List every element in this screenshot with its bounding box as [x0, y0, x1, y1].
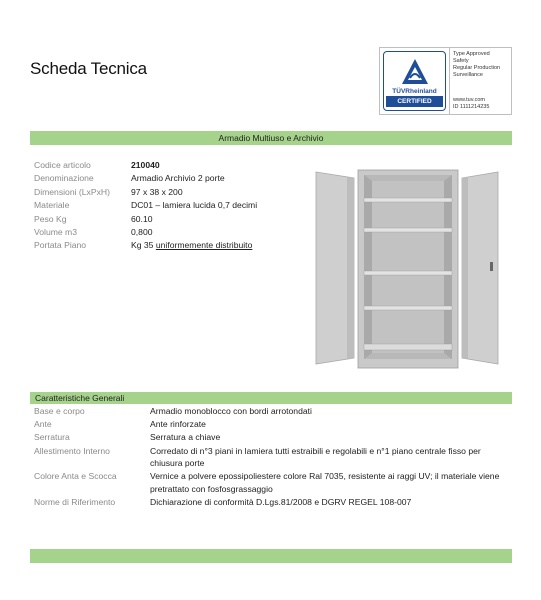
general-label: Norme di Riferimento — [34, 497, 116, 508]
cabinet-illustration — [314, 168, 500, 370]
spec-value: 210040 — [131, 160, 160, 170]
tuv-line: Safety — [453, 58, 469, 64]
tuv-badge — [383, 51, 446, 111]
general-label: Ante — [34, 419, 52, 430]
tuv-certified-label: CERTIFIED — [386, 96, 443, 107]
spec-label: Codice articolo — [34, 160, 91, 170]
general-row — [34, 445, 510, 470]
general-label: Colore Anta e Scocca — [34, 471, 117, 482]
footer-bar — [30, 549, 512, 563]
general-section-bar — [30, 392, 512, 404]
spec-label: Volume m3 — [34, 226, 77, 237]
general-value: Vernice a polvere epossipoliestere colore Ral 7035, resistente ai raggi UV; il materiale viene pretrattato con fosfosgrassaggio — [150, 471, 500, 494]
product-section-heading: Armadio Multiuso e Archivio — [218, 133, 324, 143]
spec-row — [34, 213, 304, 226]
tuv-line: Surveillance — [453, 72, 483, 78]
spec-label: Dimensioni (LxPxH) — [34, 186, 110, 197]
product-spec-table — [34, 159, 304, 253]
general-row — [34, 418, 510, 431]
tuv-divider — [449, 48, 450, 114]
spec-row — [34, 172, 304, 185]
tuv-id: ID 1111214235 — [453, 104, 490, 110]
spec-label: Peso Kg — [34, 213, 67, 224]
spec-value: 97 x 38 x 200 — [131, 186, 183, 197]
spec-row — [34, 159, 304, 172]
tuv-line: Type Approved — [453, 51, 490, 57]
spec-row — [34, 239, 304, 252]
general-value: Dichiarazione di conformità D.Lgs.81/2008 e DGRV REGEL 108-007 — [150, 497, 412, 508]
spec-value-prefix: Kg 35 — [131, 240, 156, 251]
spec-value: 60.10 — [131, 213, 153, 224]
general-value: Armadio monoblocco con bordi arrotondati — [150, 406, 312, 416]
general-label: Base e corpo — [34, 406, 85, 416]
general-row — [34, 496, 510, 509]
tuv-approval-lines — [453, 51, 500, 79]
spec-value: DC01 – lamiera lucida 0,7 decimi — [131, 200, 258, 211]
tuv-certification-logo — [379, 47, 512, 115]
tuv-contact — [453, 97, 489, 111]
page-title: Scheda Tecnica — [30, 59, 147, 78]
spec-value: Armadio Archivio 2 porte — [131, 173, 225, 184]
spec-row — [34, 199, 304, 212]
spec-row — [34, 226, 304, 239]
general-section-heading: Caratteristiche Generali — [35, 393, 125, 403]
tuv-triangle-icon — [401, 58, 429, 86]
spec-value-underlined: uniformemente distribuito — [155, 240, 253, 251]
general-value: Ante rinforzate — [150, 419, 206, 430]
spec-label: Portata Piano — [34, 240, 87, 251]
tuv-line: Regular Production — [453, 65, 501, 71]
general-row — [34, 405, 510, 418]
general-row — [34, 470, 510, 495]
spec-row — [34, 186, 304, 199]
general-label: Allestimento Interno — [34, 445, 110, 456]
spec-label: Materiale — [34, 200, 70, 211]
tuv-website: www.tuv.com — [453, 97, 485, 103]
spec-value: 0,800 — [131, 226, 153, 237]
general-value: Corredato di n°3 piani in lamiera tutti estraibili e regolabili e n°1 piano centrale fisso per chiusura porte — [150, 445, 481, 469]
general-label: Serratura — [34, 432, 70, 443]
spec-label: Denominazione — [34, 173, 94, 184]
general-characteristics-table — [34, 405, 510, 509]
spec-value — [131, 239, 252, 252]
general-row — [34, 431, 510, 444]
product-section-bar — [30, 131, 512, 145]
general-value: Serratura a chiave — [150, 432, 221, 443]
tuv-brand-name: TÜVRheinland — [392, 88, 437, 95]
